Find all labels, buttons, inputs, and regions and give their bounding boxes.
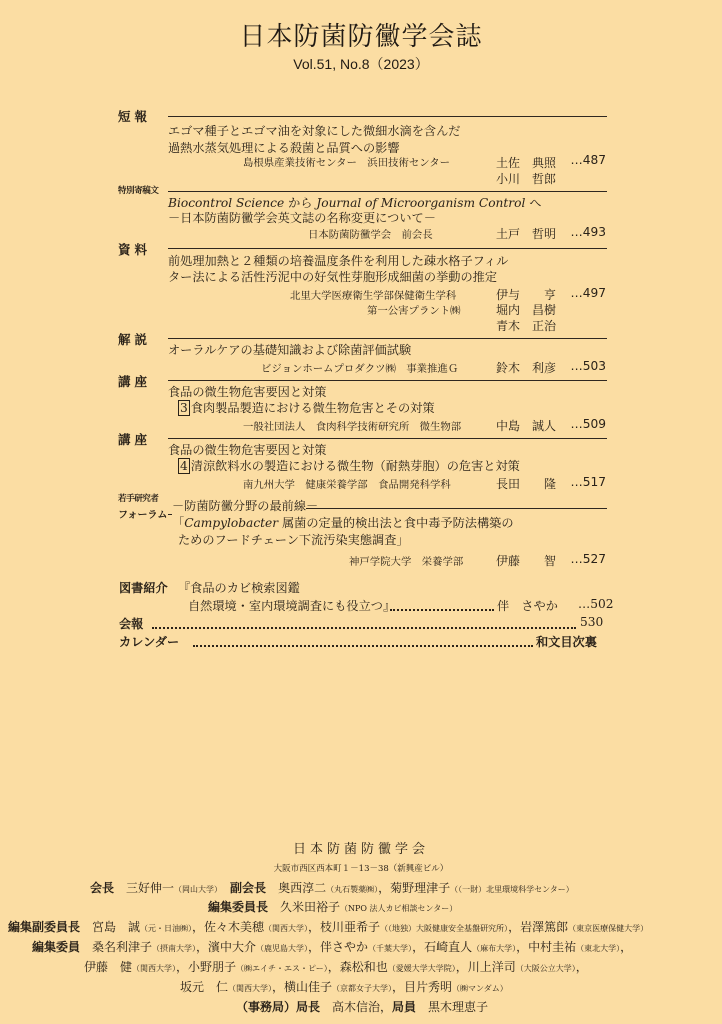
article-title-line: －防菌防黴分野の最前線－ [172, 499, 319, 513]
article-title-line: 食品の微生物危害要因と対策 [168, 443, 327, 457]
article-title-line: エゴマ種子とエゴマ油を対象にした微細水滴を含んだ [168, 124, 461, 138]
page-number: …497 [570, 286, 606, 300]
article-title-line: ためのフードチェーン下流汚染実態調査」 [178, 533, 409, 547]
author: 堀内 昌樹 [496, 303, 557, 317]
page-number: 530 [580, 615, 604, 629]
article-title-line: 4 清涼飲料水の製造における微生物（耐熱芽胞）の危害と対策 [180, 459, 520, 473]
article-title-line: 過熱水蒸気処理による殺菌と品質への影響 [168, 141, 400, 155]
affiliation: 北里大学医療衛生学部保健衛生学科 [290, 290, 457, 302]
leader-dots [390, 609, 494, 611]
category-short-report: 短報 [118, 109, 152, 124]
section-rule [168, 338, 607, 339]
calendar-label: カレンダー [119, 635, 180, 649]
category-lecture: 講座 [118, 374, 152, 389]
roster-row: 伊藤 健（関西大学），小野朋子（㈱エイチ・エス・ピー），森松和也（愛媛大学大学院），川上洋司（大阪公立大学）， [84, 960, 588, 974]
author: 土戸 哲明 [496, 227, 557, 241]
article-title-line: 「Campylobacter 属菌の定量的検出法と食中毒予防法構築の [172, 516, 514, 530]
author: 長田 隆 [496, 477, 557, 491]
author: 鈴木 利彦 [496, 361, 557, 375]
roster-row: 編集委員 桑名利津子（摂南大学），濱中大介（鹿児島大学），伴さやか（千葉大学），石崎直人（麻布大学），中村圭祐（東北大学）， [32, 940, 633, 954]
page-number: …517 [570, 475, 606, 489]
article-title-line: 食品の微生物危害要因と対策 [168, 385, 327, 399]
article-title-line: 3 食肉製品製造における微生物危害とその対策 [180, 401, 435, 415]
page-number: …503 [570, 359, 606, 373]
calendar-page: 和文目次裏 [536, 635, 597, 649]
author: 中島 誠人 [496, 419, 557, 433]
article-subtitle: －日本防菌防黴学会英文誌の名称変更について－ [168, 211, 436, 225]
leader-dots [152, 627, 576, 629]
author: 伊藤 智 [496, 554, 557, 568]
affiliation: 南九州大学 健康栄養学部 食品開発科学科 [243, 479, 451, 491]
category-commentary: 解説 [118, 332, 152, 347]
author: 青木 正治 [496, 319, 557, 333]
category-forum: フォーラム [118, 510, 168, 521]
affiliation: 島根県産業技術センター 浜田技術センター [243, 157, 450, 169]
category-material: 資料 [118, 242, 152, 257]
roster-row: 会長 三好伸一（岡山大学） 副会長 奥西淳二（丸石製薬㈱），菊野理津子（（一財）北里環境科学センター） [90, 881, 574, 895]
section-rule [168, 248, 607, 249]
category-special-contribution: 特別寄稿文 [118, 186, 159, 196]
section-rule [168, 438, 607, 439]
leader-dots [193, 645, 533, 647]
society-address: 大阪市西区西本町１－13－38（新興産ビル） [273, 864, 449, 874]
author: 伊与 亨 [496, 288, 557, 302]
category-lecture: 講座 [118, 432, 152, 447]
roster-row: 編集副委員長 宮島 誠（元・日油㈱），佐々木美穂（関西大学），枝川亜希子（（地独）大阪健康安全基盤研究所），岩澤篤郎（東京医療保健大学） [8, 920, 649, 934]
article-title-line: オーラルケアの基礎知識および除菌評価試験 [168, 343, 412, 357]
section-rule [306, 508, 607, 509]
affiliation: 第一公害プラント㈱ [367, 305, 461, 317]
affiliation: 一般社団法人 食肉科学技術研究所 微生物部 [243, 421, 462, 433]
book-title-line: 『食品のカビ検索図鑑 [178, 581, 300, 595]
issue-number: Vol.51, No.8（2023） [293, 56, 429, 72]
page-number: …502 [578, 597, 614, 611]
section-rule [168, 380, 607, 381]
roster-row: 坂元 仁（関西大学），横山佳子（京都女子大学），目片秀明（㈱マンダム） [180, 980, 508, 994]
page-number: …493 [570, 225, 606, 239]
lecture-number-box: 3 [180, 401, 188, 415]
article-title-line: Biocontrol Science から Journal of Microorganism Control へ [168, 196, 542, 210]
section-rule [168, 191, 607, 192]
section-rule [168, 514, 172, 515]
category-young-researcher: 若手研究者 [118, 494, 159, 504]
author: 土佐 典照 [496, 156, 557, 170]
page-number: …527 [570, 552, 606, 566]
kaiho-label: 会報 [119, 617, 144, 631]
book-author: 伴 さやか [497, 599, 558, 613]
page-number: …487 [570, 153, 606, 167]
lecture-number-box: 4 [180, 459, 188, 473]
society-name: 日本防菌防黴学会 [292, 842, 429, 857]
author: 小川 哲郎 [496, 172, 557, 186]
affiliation: 神戸学院大学 栄養学部 [349, 556, 464, 568]
affiliation: 日本防菌防黴学会 前会長 [308, 229, 433, 241]
article-title-line: 前処理加熱と２種類の培養温度条件を利用した疎水格子フィル [168, 254, 509, 268]
article-title-line: ター法による活性汚泥中の好気性芽胞形成細菌の挙動の推定 [168, 270, 498, 284]
journal-title: 日本防菌防黴学会誌 [239, 22, 483, 52]
book-review-label: 図書紹介 [119, 581, 168, 595]
affiliation: ビジョンホームプロダクツ㈱ 事業推進Ｇ [261, 363, 459, 375]
book-title-line: 自然環境・室内環境調査にも役立つ』 [188, 599, 396, 613]
roster-row: 編集委員長 久米田裕子（NPO 法人カビ相談センター） [208, 900, 458, 914]
page-number: …509 [570, 417, 606, 431]
roster-row: （事務局）局長 高木信治，局員 黒木理恵子 [236, 1000, 489, 1014]
section-rule [168, 116, 607, 117]
